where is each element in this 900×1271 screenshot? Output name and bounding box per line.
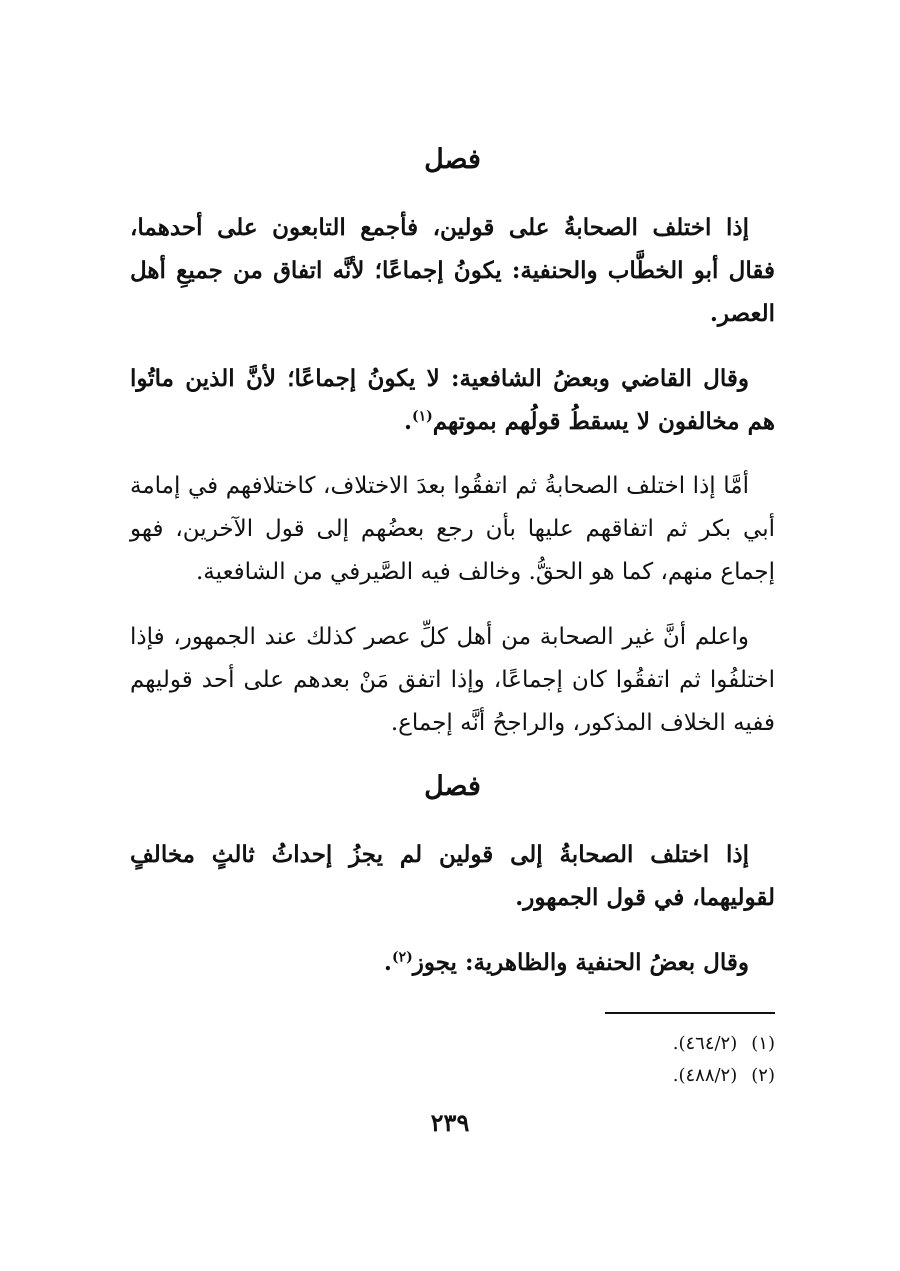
paragraph-3: أمَّا إذا اختلف الصحابةُ ثم اتفقُوا بعدَ الاختلاف، كاختلافهم في إمامة أبي بكر ثم اتفاقهم عليها بأن رجع بعضُهم إلى قول الآخرين، فهو إجماع منهم، كما هو الحقُّ. وخالف فيه الصَّيرفي من الشافعية. <box>130 473 775 585</box>
paragraph-5: إذا اختلف الصحابةُ إلى قولين لم يجزُ إحداثُ ثالثٍ مخالفٍ لقوليهما، في قول الجمهور. <box>130 841 775 911</box>
footnote-2 <box>130 1060 775 1092</box>
footnote-divider <box>605 1012 775 1014</box>
page-number: ٢٣٩ <box>430 1108 470 1137</box>
footnote-1 <box>130 1028 775 1060</box>
paragraph-1: إذا اختلف الصحابةُ على قولين، فأجمع التابعون على أحدهما، فقال أبو الخطَّاب والحنفية: يكونُ إجماعًا؛ لأنَّه اتفاق من جميعِ أهل العصر. <box>130 214 775 327</box>
paragraph-2-text: وقال القاضي وبعضُ الشافعية: لا يكونُ إجماعًا؛ لأنَّ الذين ماتُوا هم مخالفون لا يسقطُ قولُهم بموتهم <box>130 365 775 435</box>
section-heading-2: فصل <box>424 771 481 802</box>
paragraph-2-end: . <box>403 408 412 435</box>
footnote-2-text: (٤٨٨/٢). <box>672 1065 738 1086</box>
footnote-ref-1: (١) <box>411 408 433 425</box>
page-body <box>130 140 775 1092</box>
footnote-1-text: (٤٦٤/٢). <box>672 1033 738 1054</box>
paragraph-2 <box>130 357 775 443</box>
paragraph-6-text: وقال بعضُ الحنفية والظاهرية: يجوز <box>412 949 749 976</box>
paragraph-4: واعلم أنَّ غير الصحابة من أهل كلِّ عصر كذلك عند الجمهور، فإذا اختلفُوا ثم اتفقُوا كان إجماعًا، وإذا اتفق مَنْ بعدهم على أحد قوليهم ففيه الخلاف المذكور، والراجحُ أنَّه إجماع. <box>130 624 775 736</box>
section-heading-1: فصل <box>424 144 481 175</box>
paragraph-6-end: . <box>383 949 392 976</box>
footnote-1-number: (١) <box>751 1033 775 1054</box>
footnote-2-number: (٢) <box>751 1065 775 1086</box>
paragraph-6 <box>130 941 775 984</box>
footnote-ref-2: (٢) <box>391 949 413 966</box>
